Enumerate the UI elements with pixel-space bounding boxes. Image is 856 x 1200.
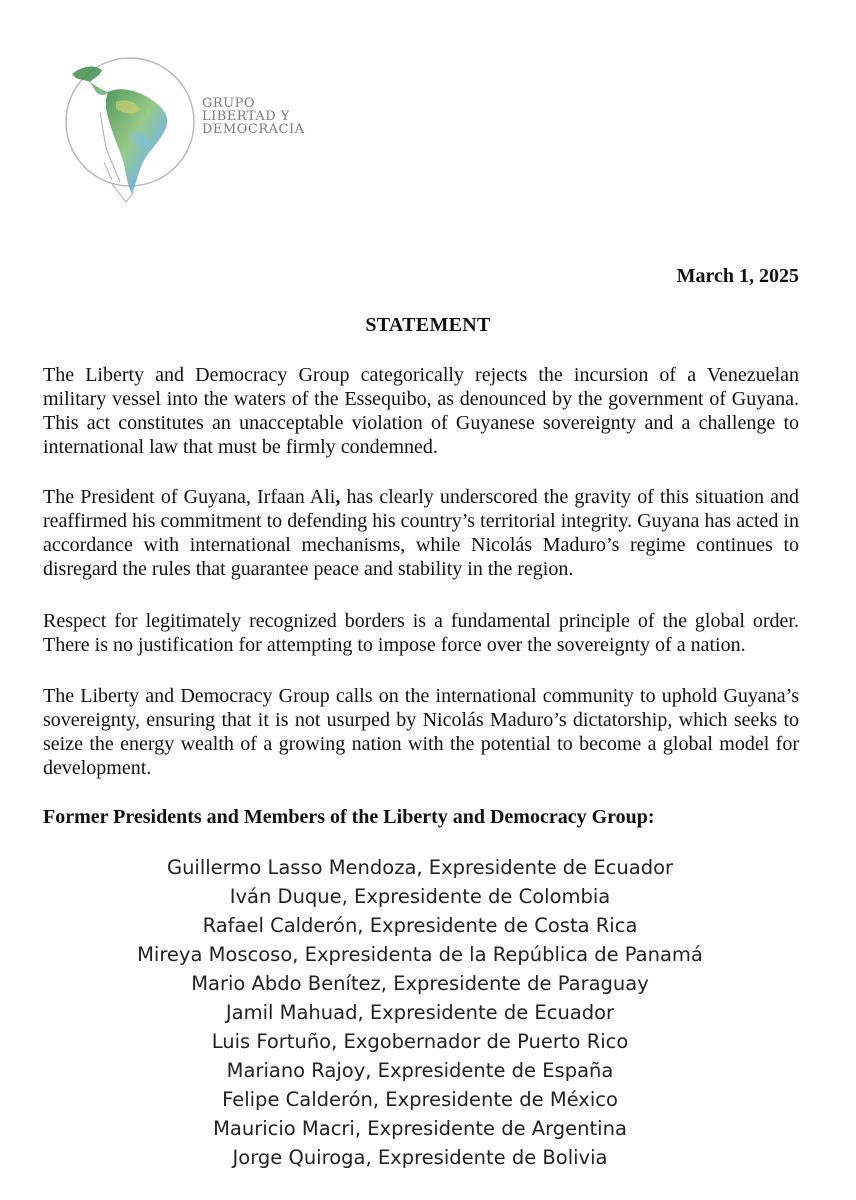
americas-map-icon [60, 52, 200, 202]
signer-item: Luis Fortuño, Exgobernador de Puerto Rico [211, 1030, 629, 1053]
logo-line-3: DEMOCRACIA [202, 122, 305, 137]
signer-item: Mariano Rajoy, Expresidente de España [226, 1059, 614, 1082]
signers-heading: Former Presidents and Members of the Liberty and Democracy Group: [43, 806, 655, 828]
paragraph-2 [43, 485, 799, 581]
signer-item: Guillermo Lasso Mendoza, Expresidente de Ecuador [166, 856, 674, 879]
signer-item: Mario Abdo Benítez, Expresidente de Paraguay [191, 972, 649, 995]
signers-list [0, 853, 840, 1172]
signer-item: Mireya Moscoso, Expresidenta de la República de Panamá [137, 943, 703, 966]
signer-item: Rafael Calderón, Expresidente de Costa Rica [202, 914, 638, 937]
statement-heading: STATEMENT [365, 314, 491, 336]
paragraph-4: The Liberty and Democracy Group calls on the international community to uphold Guyana’s sovereignty, ensuring that it is not usurped by Nicolás Maduro’s dictatorship, which seeks to seize the energy wealth of a growing nation with the potential to become a global model for development. [43, 685, 799, 779]
paragraph-1: The Liberty and Democracy Group categorically rejects the incursion of a Venezuelan military vessel into the waters of the Essequibo, as denounced by the government of Guyana. This act constitutes an unacceptable violation of Guyanese sovereignty and a challenge to international law that must be firmly condemned. [43, 364, 799, 458]
paragraph-2-start: The President of Guyana, Irfaan Ali [43, 486, 336, 508]
organization-logo [60, 52, 320, 202]
signer-item: Jamil Mahuad, Expresidente de Ecuador [225, 1001, 615, 1024]
logo-wordmark [202, 97, 304, 136]
logo-line-2: LIBERTAD Y [202, 109, 290, 124]
signer-item: Iván Duque, Expresidente de Colombia [229, 885, 611, 908]
paragraph-3: Respect for legitimately recognized borders is a fundamental principle of the global order. There is no justification for attempting to impose force over the sovereignty of a nation. [43, 610, 799, 656]
paragraph-2-rest: has clearly underscored the gravity of this situation and reaffirmed his commitment to defending his country’s territorial integrity. Guyana has acted in accordance with international mechanisms, while Nicolás Maduro’s regime continues to disregard the rules that guarantee peace and stability in the region. [43, 486, 800, 580]
signer-item: Mauricio Macri, Expresidente de Argentina [213, 1117, 627, 1140]
signer-item: Jorge Quiroga, Expresidente de Bolivia [232, 1146, 608, 1169]
logo-line-1: GRUPO [202, 96, 256, 111]
paragraph-2-bold-comma: , [335, 486, 341, 508]
statement-date: March 1, 2025 [676, 265, 799, 287]
signer-item: Felipe Calderón, Expresidente de México [222, 1088, 618, 1111]
